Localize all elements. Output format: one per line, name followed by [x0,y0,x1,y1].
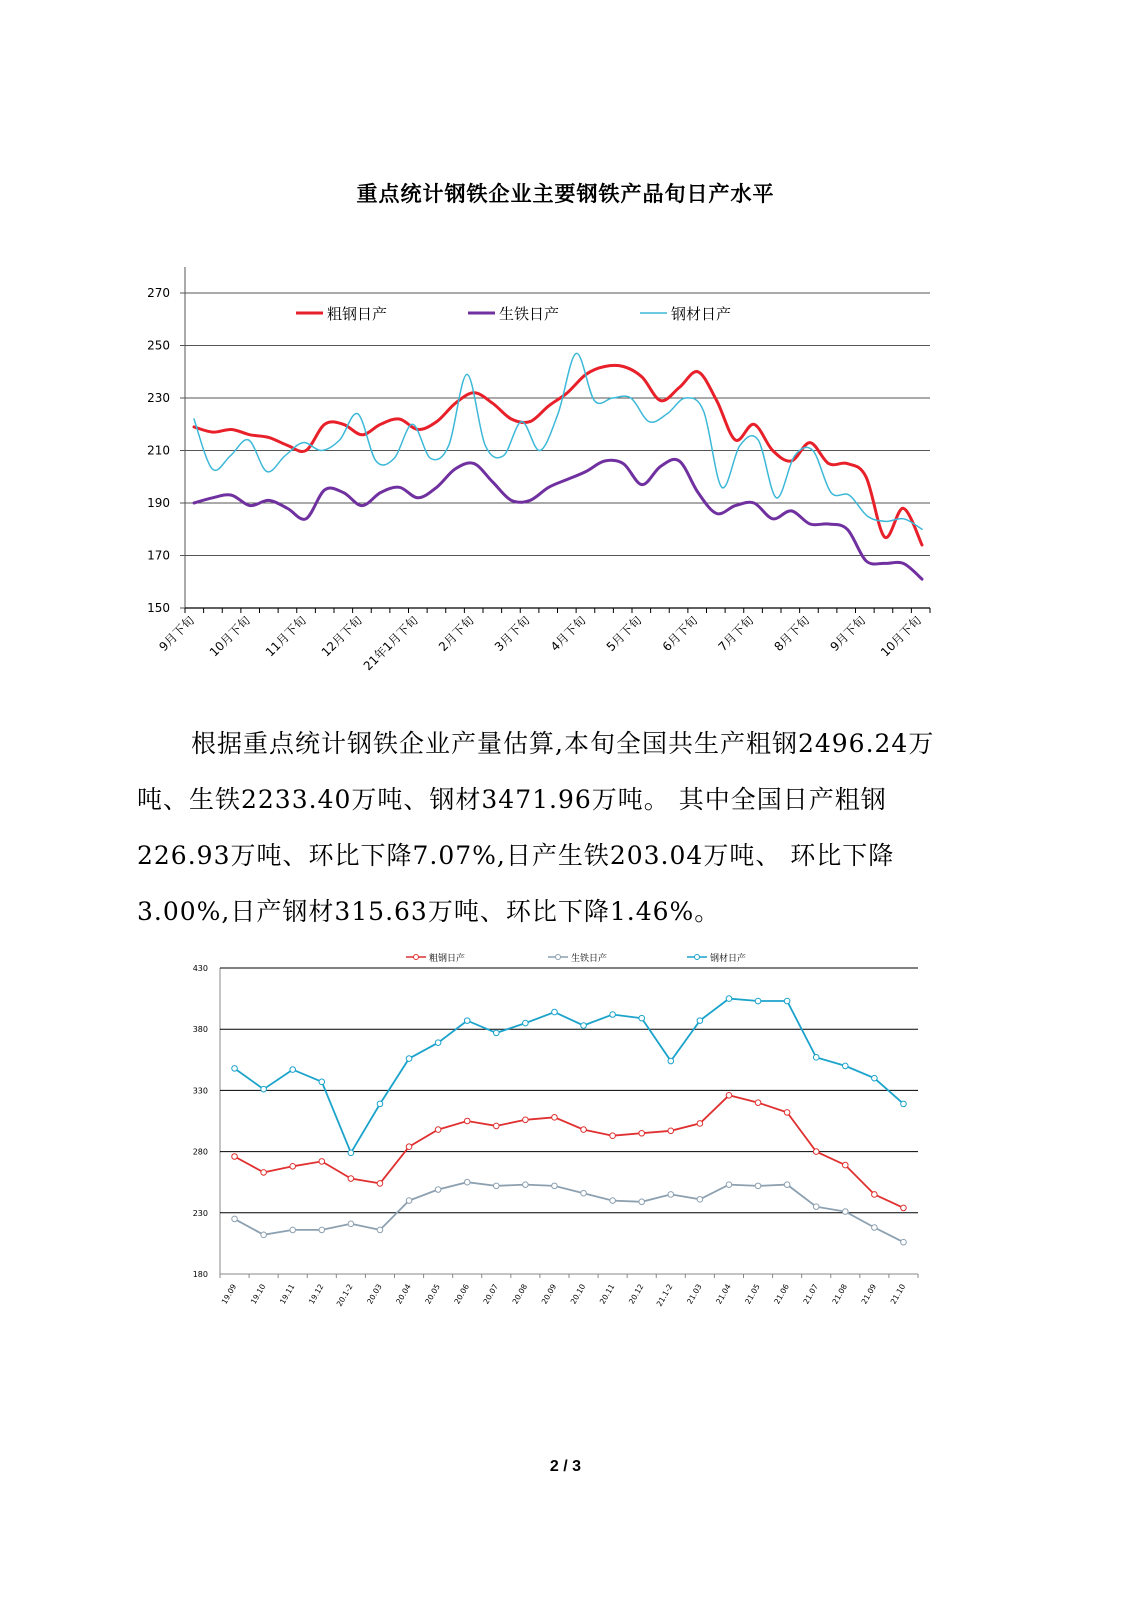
data-point [464,1118,470,1124]
data-point [435,1187,441,1193]
y-tick-label: 330 [192,1086,208,1096]
data-point [901,1205,907,1211]
y-tick-label: 210 [147,443,170,458]
data-point [552,1183,558,1189]
y-tick-label: 150 [147,601,170,615]
x-tick-label: 19.12 [306,1282,326,1306]
x-tick-label: 21.05 [743,1282,762,1306]
data-point [232,1066,238,1072]
legend-label: 粗钢日产 [327,305,388,323]
data-point [377,1227,383,1233]
x-tick-label: 21.10 [888,1282,908,1306]
x-tick-label: 20.09 [539,1282,559,1306]
x-tick-label: 5月下旬 [603,613,645,654]
legend-label: 生铁日产 [499,305,560,323]
page-number: 2 / 3 [549,1458,582,1475]
data-point [319,1227,325,1233]
legend-marker [695,955,700,960]
y-tick-label: 430 [192,964,208,973]
data-point [697,1197,703,1203]
x-tick-label: 21.08 [830,1282,850,1306]
x-tick-label: 19.10 [248,1282,268,1306]
x-tick-label: 21年1月下旬 [360,613,421,674]
data-point [406,1198,412,1204]
data-point [755,1100,761,1106]
x-tick-label: 21.1-2 [654,1282,675,1308]
y-tick-label: 230 [147,391,170,405]
data-point [319,1079,325,1085]
data-point [493,1123,499,1129]
data-point [901,1239,907,1245]
data-point [348,1176,354,1182]
data-point [872,1192,878,1198]
x-tick-label: 19.11 [277,1282,297,1306]
data-point [755,1183,761,1189]
x-tick-label: 20.04 [394,1282,413,1306]
x-tick-label: 20.06 [452,1282,471,1306]
paragraph-text: 根据重点统计钢铁企业产量估算,本旬全国共生产粗钢2496.24万吨、生铁2233.40万吨、钢材3471.96万吨。 其中全国日产粗钢226.93万吨、环比下降7.07%,日产生铁203.04万吨、 环比下降3.00%,日产钢材315.63万吨、环比下降1.46%。 [137,729,935,926]
data-point [755,998,761,1004]
x-tick-label: 10月下旬 [877,613,925,660]
data-point [552,1009,558,1015]
x-tick-label: 8月下旬 [771,613,813,654]
y-tick-label: 170 [147,548,170,563]
x-tick-label: 9月下旬 [156,613,198,654]
y-tick-label: 230 [192,1208,208,1218]
data-point [668,1058,674,1064]
data-point [406,1144,412,1150]
y-tick-label: 190 [147,496,170,510]
y-tick-label: 180 [192,1270,208,1279]
data-point [290,1163,296,1169]
data-point [813,1055,819,1061]
data-point [639,1015,645,1021]
data-point [610,1198,616,1204]
data-point [464,1179,470,1185]
legend-marker [556,955,561,960]
x-tick-label: 20.11 [597,1282,617,1306]
x-tick-label: 20.07 [481,1282,501,1306]
series-line [194,459,922,579]
daily-output-chart-monthly [0,940,1131,1340]
legend-label: 钢材日产 [710,954,747,964]
data-point [610,1133,616,1139]
data-point [377,1101,383,1107]
data-point [552,1115,558,1121]
data-point [581,1023,587,1029]
data-point [348,1150,354,1156]
data-point [377,1181,383,1187]
x-tick-label: 10月下旬 [206,613,254,660]
y-tick-label: 250 [147,338,170,353]
data-point [842,1063,848,1069]
x-tick-label: 6月下旬 [659,613,701,654]
data-point [290,1227,296,1233]
data-point [726,996,732,1002]
production-summary-paragraph [137,716,977,940]
data-point [464,1018,470,1024]
x-tick-label: 21.09 [859,1282,879,1306]
data-point [639,1130,645,1136]
data-point [232,1216,238,1222]
x-tick-label: 11月下旬 [262,613,309,660]
data-point [697,1121,703,1127]
data-point [813,1149,819,1155]
chart-title: 重点统计钢铁企业主要钢铁产品旬日产水平 [356,182,775,206]
x-tick-label: 21.07 [801,1282,820,1306]
data-point [842,1162,848,1168]
daily-output-chart-10day [0,0,1131,700]
data-point [290,1067,296,1073]
y-tick-label: 380 [192,1025,208,1035]
legend-label: 粗钢日产 [429,954,466,964]
x-tick-label: 20.03 [365,1282,384,1306]
x-tick-label: 2月下旬 [435,613,477,654]
data-point [784,1110,790,1116]
data-point [493,1183,499,1189]
data-point [726,1092,732,1098]
data-point [319,1159,325,1165]
data-point [842,1209,848,1215]
x-tick-label: 21.06 [772,1282,791,1306]
data-point [784,998,790,1004]
data-point [348,1221,354,1227]
data-point [523,1182,529,1188]
data-point [581,1127,587,1133]
data-point [872,1075,878,1081]
x-tick-label: 20.05 [423,1282,442,1306]
data-point [610,1012,616,1018]
x-tick-label: 20.10 [568,1282,588,1306]
data-point [668,1128,674,1134]
data-point [493,1030,499,1036]
y-tick-label: 270 [147,286,170,300]
data-point [639,1199,645,1205]
series-line [235,999,904,1153]
x-tick-label: 7月下旬 [715,613,757,654]
data-point [901,1101,907,1107]
data-point [668,1192,674,1198]
data-point [232,1154,238,1160]
x-tick-label: 20.12 [626,1282,646,1306]
x-tick-label: 21.03 [685,1282,704,1306]
data-point [726,1182,732,1188]
data-point [261,1232,267,1238]
series-line [235,1182,904,1242]
x-tick-label: 12月下旬 [318,613,365,660]
data-point [435,1127,441,1133]
x-tick-label: 20.1-2 [334,1282,355,1308]
x-tick-label: 20.08 [510,1282,530,1306]
legend-marker [414,955,419,960]
data-point [697,1018,703,1024]
data-point [813,1204,819,1210]
data-point [523,1117,529,1123]
data-point [872,1225,878,1231]
y-tick-label: 280 [192,1147,208,1157]
x-tick-label: 21.04 [714,1282,733,1306]
x-tick-label: 9月下旬 [827,613,869,654]
data-point [406,1056,412,1062]
x-tick-label: 4月下旬 [547,613,589,654]
x-tick-label: 3月下旬 [491,613,533,654]
data-point [261,1086,267,1092]
data-point [261,1170,267,1176]
data-point [523,1020,529,1026]
data-point [784,1182,790,1188]
data-point [435,1040,441,1046]
legend-label: 钢材日产 [671,305,732,323]
data-point [581,1190,587,1196]
legend-label: 生铁日产 [571,954,608,964]
x-tick-label: 19.09 [219,1282,239,1306]
